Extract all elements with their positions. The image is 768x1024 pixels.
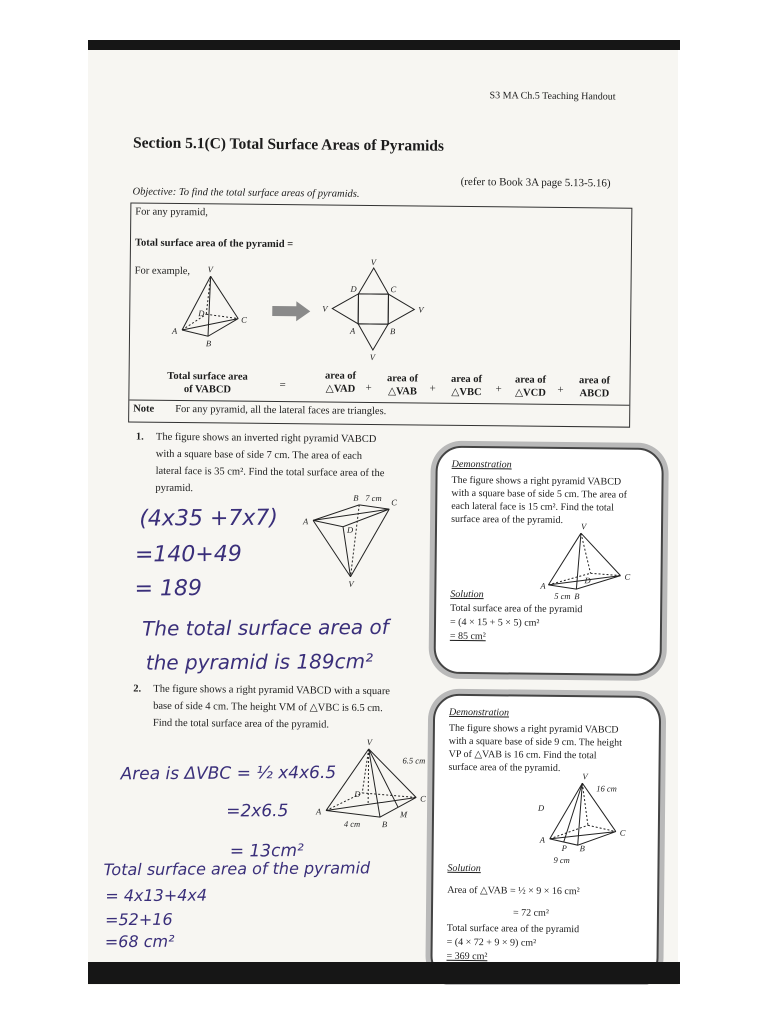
q2-hand-7: =68 cm² — [104, 931, 175, 952]
demo2-label-b: B — [579, 843, 585, 854]
q2-line-1: The figure shows a right pyramid VABCD with a square — [153, 683, 391, 698]
demo2-label-v: V — [582, 771, 588, 782]
q1-number: 1. — [135, 431, 144, 443]
q1-edge-bv — [350, 505, 359, 577]
label-v: V — [207, 264, 213, 275]
q2-hand-3: = 13cm² — [229, 841, 304, 862]
intro-line-1: For any pyramid, — [135, 206, 208, 219]
eq-plus-3: + — [495, 383, 502, 396]
net-label-d: D — [350, 283, 357, 294]
eq-term-1 — [315, 369, 365, 396]
q1-hand-4: The total surface area of — [142, 614, 389, 641]
net-triangle-left — [332, 294, 358, 324]
q2-axis — [368, 749, 369, 803]
q2-hand-4: Total surface area of the pyramid — [103, 858, 371, 880]
eq-term-3 — [441, 373, 491, 400]
net-label-c: C — [390, 284, 397, 295]
eq-plus-2: + — [429, 382, 436, 395]
demo2-height-vp — [564, 783, 583, 842]
q1-label-side: 7 cm — [365, 492, 382, 504]
q2-text — [153, 681, 390, 734]
pyramid-base-front — [182, 318, 238, 337]
handout-page — [88, 50, 678, 985]
demo2-label-p: P — [561, 843, 567, 854]
q1-label-d: D — [346, 524, 354, 535]
q1-line-1: The figure shows an inverted right pyramid VABCD — [155, 431, 377, 446]
pyramid-edge-dc — [206, 314, 238, 318]
arrow-icon — [272, 301, 312, 321]
eq-term-5-l1: area of — [578, 375, 611, 387]
demo2-bubble — [430, 694, 661, 984]
demo1-line-1: The figure shows a right pyramid VABCD — [451, 474, 622, 488]
demo1-label-v: V — [580, 521, 587, 532]
q1-hand-3: = 189 — [134, 576, 203, 602]
q2-hand-1: Area is ΔVBC = ½ x4x6.5 — [120, 762, 337, 785]
demo2-title: Demonstration — [449, 706, 510, 719]
pyramid-figure — [170, 264, 251, 353]
eq-term-4-l2: △VCD — [514, 387, 546, 399]
eq-term-1-l2: △VAD — [325, 383, 356, 395]
net-label-a: A — [350, 325, 356, 336]
demo1-sol-3: = 85 cm² — [449, 630, 486, 643]
q1-hand-5: the pyramid is 189cm² — [145, 649, 374, 675]
pyramid-edge-vc — [210, 276, 238, 318]
net-square — [358, 294, 388, 324]
net-triangle-top — [358, 268, 388, 294]
label-c: C — [241, 314, 247, 325]
q1-label-c: C — [391, 497, 398, 508]
q2-label-m: M — [399, 809, 408, 820]
label-d: D — [198, 308, 205, 319]
demo2-label-d: D — [538, 802, 545, 813]
note-label: Note — [133, 403, 155, 415]
eq-term-2-l2: △VAB — [387, 386, 417, 398]
demo2-sol-1: Area of △VAB = ½ × 9 × 16 cm² — [447, 884, 580, 898]
demo2-solution-label: Solution — [447, 862, 481, 875]
q2-label-height: 6.5 cm — [402, 755, 426, 766]
eq-term-3-l2: △VBC — [451, 386, 482, 399]
q2-label-v: V — [366, 736, 373, 748]
q1-line-2: with a square base of side 7 cm. The area of each — [155, 448, 363, 462]
q2-height-vm — [368, 749, 399, 807]
eq-plus-1: + — [365, 381, 372, 394]
q2-hand-2: =2x6.5 — [226, 801, 289, 822]
arrow-shape — [272, 301, 310, 321]
demo1-label-a: A — [540, 580, 546, 591]
q2-label-b: B — [381, 819, 388, 830]
eq-term-2 — [377, 372, 427, 399]
handout-header: S3 MA Ch.5 Teaching Handout — [489, 90, 616, 103]
demo2-line-1: The figure shows a right pyramid VABCD — [448, 722, 619, 736]
demo2-sol-2: = 72 cm² — [512, 907, 549, 919]
demo2-line-4: surface area of the pyramid. — [448, 761, 561, 774]
demo2-edge-va — [550, 783, 583, 839]
demo1-label-b: B — [574, 591, 580, 602]
demo1-label-d: D — [584, 575, 591, 586]
q1-text — [155, 429, 384, 499]
q1-label-b: B — [353, 492, 359, 503]
q1-label-v: V — [348, 578, 354, 589]
q1-hand-1: (4x35 +7x7) — [139, 505, 279, 532]
pyramid-net-figure — [320, 256, 431, 363]
q1-inverted-pyramid-figure — [302, 492, 413, 593]
demo2-label-height: 16 cm — [596, 783, 617, 794]
demo2-sol-5: = 369 cm² — [446, 950, 488, 963]
note-text: For any pyramid, all the lateral faces are triangles. — [175, 403, 387, 418]
eq-term-5-l2: ABCD — [579, 388, 610, 400]
book-reference: (refer to Book 3A page 5.13-5.16) — [460, 175, 611, 190]
q1-edge-cv — [350, 509, 389, 577]
eq-term-4-l1: area of — [514, 374, 547, 386]
net-triangle-bottom — [358, 324, 388, 350]
net-label-v-left: V — [322, 303, 328, 314]
q2-label-d: D — [354, 788, 361, 799]
q1-line-3: lateral face is 35 cm². Find the total surface area of the — [155, 465, 385, 480]
q1-hand-2: =140+49 — [134, 541, 242, 568]
pyramid-edge-va — [182, 276, 211, 330]
intro-line-2: Total surface area of the pyramid = — [134, 237, 294, 251]
q2-edge-vd — [362, 749, 368, 793]
eq-lhs-line-2: of VABCD — [183, 384, 232, 396]
intro-line-3: For example, — [134, 265, 191, 278]
q2-line-3: Find the total surface area of the pyramid. — [152, 717, 330, 731]
demo2-line-3: VP of △VAB is 16 cm. Find the total — [448, 748, 597, 762]
q1-edge-av — [313, 520, 352, 576]
demo1-sol-2: = (4 × 15 + 5 × 5) cm² — [449, 616, 540, 629]
demo2-label-a: A — [539, 834, 546, 845]
demo1-label-side: 5 cm — [554, 590, 571, 602]
net-label-v-bottom: V — [369, 351, 376, 363]
eq-term-4 — [505, 373, 555, 400]
net-label-b: B — [390, 326, 396, 337]
net-label-v-right: V — [418, 304, 424, 315]
q2-edge-dc — [362, 793, 416, 798]
demo2-label-c: C — [619, 827, 626, 838]
label-b: B — [205, 338, 212, 349]
q1-line-4: pyramid. — [155, 482, 194, 495]
intro-box — [128, 202, 632, 427]
q2-number: 2. — [133, 683, 142, 695]
eq-term-3-l1: area of — [450, 373, 483, 386]
demo2-sol-3: Total surface area of the pyramid — [446, 922, 580, 936]
eq-lhs — [159, 370, 255, 397]
demo1-edge-dc — [591, 573, 621, 575]
q1-label-a: A — [303, 516, 309, 527]
demo1-solution-label: Solution — [450, 588, 484, 601]
label-a: A — [172, 325, 178, 336]
eq-term-2-l1: area of — [387, 373, 419, 385]
demo2-line-2: with a square base of side 9 cm. The height — [448, 735, 622, 749]
demo1-sol-1: Total surface area of the pyramid — [450, 602, 583, 616]
demo1-line-3: each lateral face is 15 cm². Find the total — [451, 500, 614, 514]
demo1-line-2: with a square base of side 5 cm. The area of — [451, 487, 628, 501]
eq-term-1-l1: area of — [325, 370, 357, 382]
net-triangle-right — [388, 294, 414, 324]
q1-edge-ab — [313, 504, 359, 520]
section-title: Section 5.1(C) Total Surface Areas of Pyramids — [132, 134, 445, 155]
q2-pyramid-figure — [315, 736, 437, 839]
demo2-sol-4: = (4 × 72 + 9 × 9) cm² — [446, 936, 537, 949]
demo1-pyramid-figure — [540, 521, 641, 608]
demo2-label-side: 9 cm — [553, 854, 570, 866]
q1-edge-bc — [359, 505, 389, 509]
q2-hand-6: =52+16 — [104, 909, 173, 930]
q2-label-c: C — [420, 793, 426, 804]
q2-line-2: base of side 4 cm. The height VM of △VBC is 6.5 cm. — [153, 700, 383, 715]
demo1-line-4: surface area of the pyramid. — [451, 513, 564, 526]
demo2-edge-vd — [582, 783, 588, 825]
scan-top-edge — [88, 40, 680, 50]
demo1-title: Demonstration — [451, 458, 512, 471]
demo2-pyramid-figure — [537, 771, 642, 874]
eq-term-5 — [569, 374, 619, 401]
eq-lhs-line-1: Total surface area — [167, 370, 248, 383]
scan-bottom-edge — [88, 962, 680, 984]
demo1-bubble — [433, 446, 663, 676]
eq-equals: = — [279, 379, 286, 392]
top-margin — [0, 0, 768, 42]
q2-hand-5: = 4x13+4x4 — [105, 885, 208, 906]
objective: Objective: To find the total surface areas of pyramids. — [132, 186, 360, 200]
net-label-v-top: V — [370, 256, 377, 268]
q2-label-side: 4 cm — [343, 818, 361, 829]
eq-plus-4: + — [557, 383, 564, 396]
q2-label-a: A — [315, 806, 322, 817]
demo1-edge-vd — [581, 533, 591, 573]
demo1-edge-vc — [581, 533, 621, 575]
demo1-label-c: C — [624, 571, 631, 582]
